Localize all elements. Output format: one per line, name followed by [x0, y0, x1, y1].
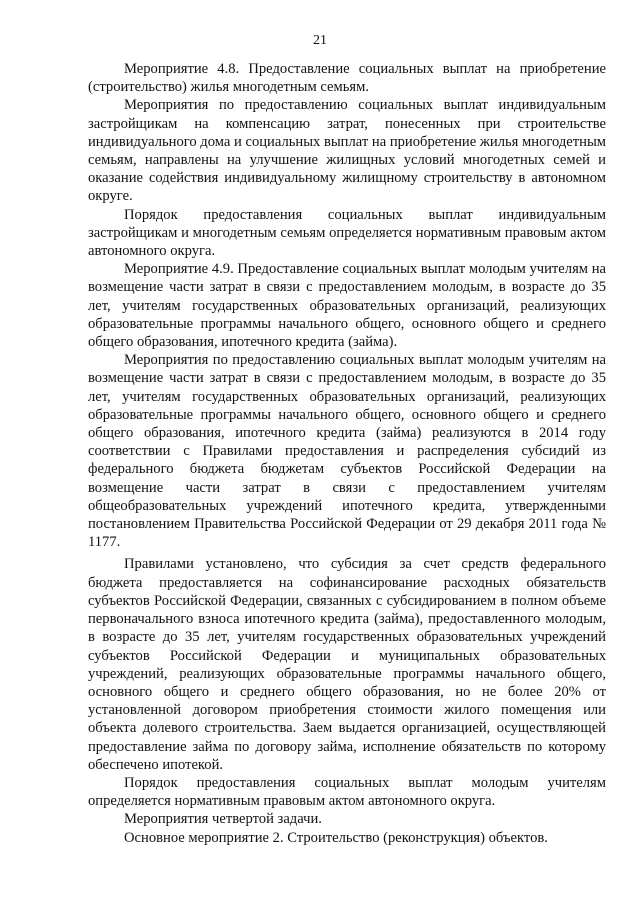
paragraph-main-measure-2: Основное мероприятие 2. Строительство (реконструкция) объектов. — [124, 829, 548, 846]
paragraph-fourth-task: Мероприятия четвертой задачи. — [124, 811, 322, 828]
paragraph-young-teachers-procedure: Порядок предоставления социальных выплат молодым учителям определяется нормативным правовым актом автономного округа. — [88, 774, 606, 810]
paragraph-large-families-procedure: Порядок предоставления социальных выплат индивидуальным застройщикам и многодетным семьям определяется нормативным правовым актом автономного округа. — [88, 206, 606, 260]
document-body — [88, 60, 606, 847]
paragraph-large-families-measures: Мероприятия по предоставлению социальных выплат индивидуальным застройщикам на компенсацию затрат, понесенных при строительстве индивидуального дома и социальных выплат на приобретение жилья многодетным семьям, направлены на улучшение жилищных условий многодетных семей и оказание содействия индивидуальному жилищному строительству в автономном округе. — [88, 97, 606, 205]
paragraph-measure-4-8: Мероприятие 4.8. Предоставление социальных выплат на приобретение (строительство) жилья многодетным семьям. — [88, 61, 606, 96]
paragraph-young-teachers-measures: Мероприятия по предоставлению социальных выплат молодым учителям на возмещение части затрат в связи с предоставлением молодым, в возрасте до 35 лет, учителям государственных образовательных организаций, реализующих образовательные программы начального общего, основного общего и среднего общего образования, ипотечного кредита (займа) реализуются в 2014 году соответствии с Правилами предоставления и распределения субсидий из федерального бюджета бюджетам субъектов Российской Федерации на возмещение части затрат в связи с предоставлением учителям общеобразовательных учреждений ипотечного кредита, утвержденными постановлением Правительства Российской Федерации от 29 декабря 2011 года № 1177. — [88, 352, 606, 551]
page-number: 21 — [313, 33, 327, 48]
paragraph-measure-4-9: Мероприятие 4.9. Предоставление социальных выплат молодым учителям на возмещение части затрат в связи с предоставлением молодым, в возрасте до 35 лет, учителям государственных образовательных организаций, реализующих образовательные программы начального общего, основного общего и среднего общего образования, ипотечного кредита (займа). — [88, 261, 606, 351]
paragraph-subsidy-rules: Правилами установлено, что субсидия за счет средств федерального бюджета предоставляется на софинансирование расходных обязательств субъектов Российской Федерации, связанных с субсидированием в полном объеме первоначального взноса ипотечного кредита (займа), предоставленного молодым, в возрасте до 35 лет, учителям государственных образовательных учреждений субъектов Российской Федерации и муниципальных образовательных учреждений, реализующих образовательные программы начального общего, основного общего и среднего общего образования, но не более 20% от установленной договором приобретения стоимости жилого помещения или объекта долевого строительства. Заем выдается организацией, осуществляющей предоставление займа по договору займа, исполнение обязательств по которому обеспечено ипотекой. — [88, 556, 606, 773]
